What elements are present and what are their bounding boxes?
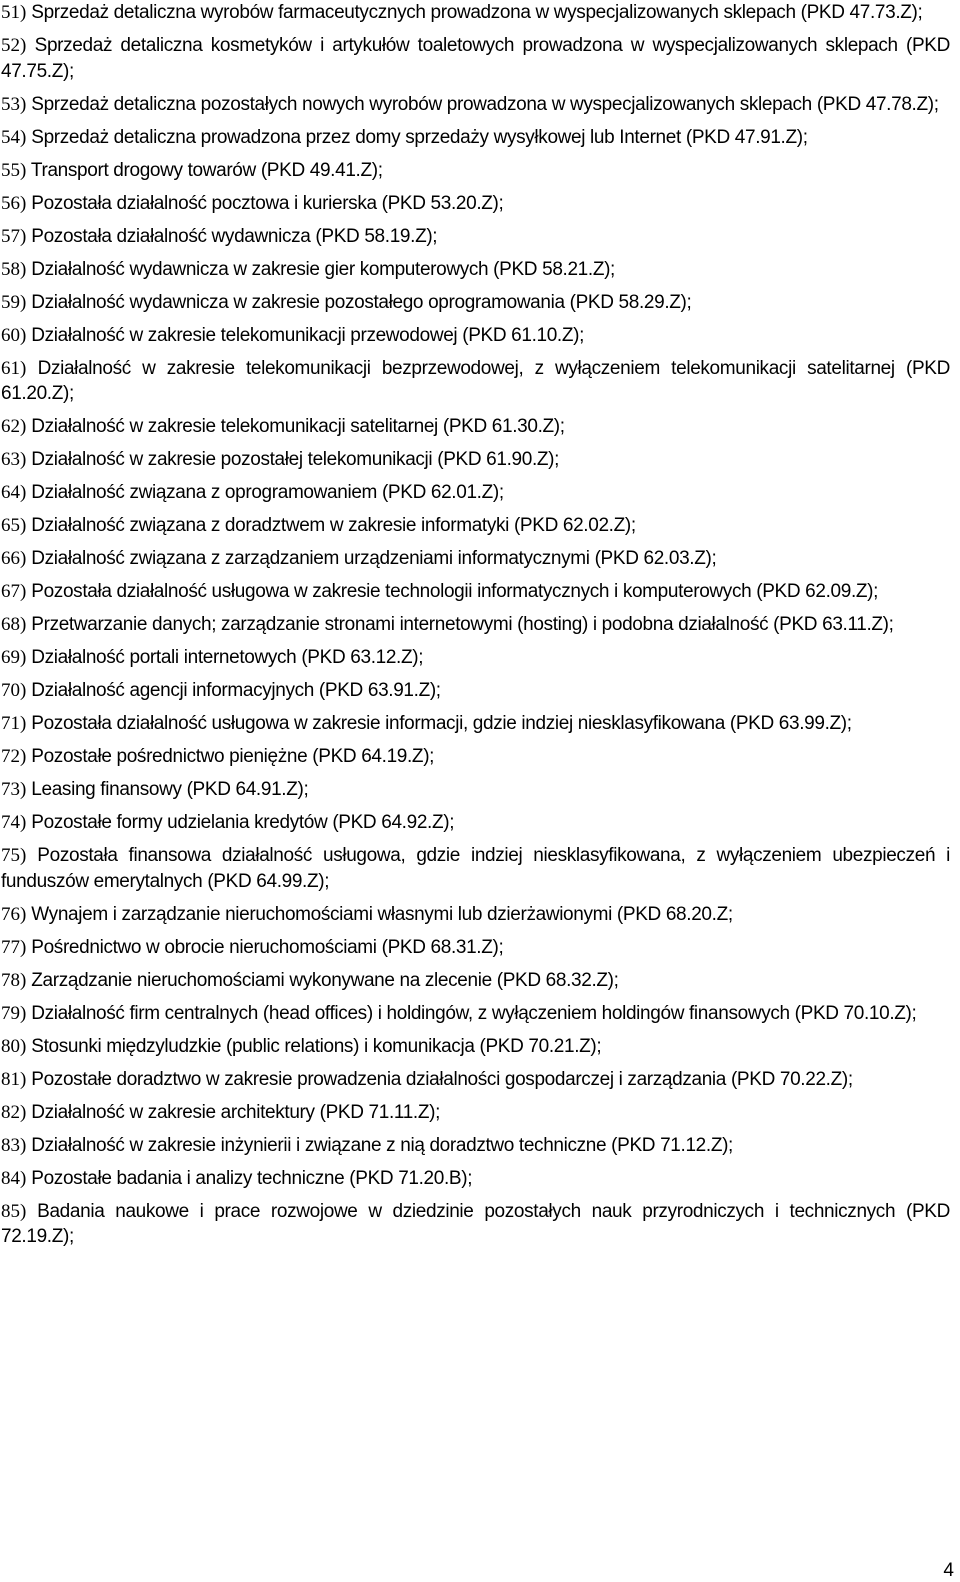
item-number: 52) [1, 35, 27, 56]
item-number: 73) [1, 779, 27, 800]
item-text: Działalność portali internetowych (PKD 63.12.Z); [31, 647, 424, 668]
item-text: Pozostałe badania i analizy techniczne (PKD 71.20.B); [31, 1167, 473, 1189]
item-text: Działalność w zakresie inżynierii i związane z nią doradztwo techniczne (PKD 71.12.Z); [31, 1134, 733, 1156]
item-number: 57) [1, 225, 27, 247]
item-text: Pozostała działalność pocztowa i kurierska (PKD 53.20.Z); [31, 192, 504, 214]
item-number: 68) [1, 614, 27, 635]
list-item [1, 257, 950, 283]
item-number: 51) [1, 2, 27, 23]
list-item [1, 645, 950, 671]
list-item [1, 843, 950, 894]
list-item [1, 480, 950, 506]
item-text: Działalność agencji informacyjnych (PKD 63.91.Z); [31, 680, 441, 701]
item-text: Stosunki międzyludzkie (public relations) i komunikacja (PKD 70.21.Z); [31, 1035, 602, 1057]
item-number: 70) [1, 680, 27, 701]
item-number: 85) [1, 1200, 27, 1222]
item-number: 62) [1, 416, 27, 437]
list-item [1, 546, 950, 572]
list-item [1, 92, 950, 118]
list-item [1, 158, 950, 184]
item-text: Działalność w zakresie telekomunikacji przewodowej (PKD 61.10.Z); [31, 324, 585, 346]
item-number: 72) [1, 746, 27, 767]
item-text: Pozostałe pośrednictwo pieniężne (PKD 64.19.Z); [31, 746, 435, 767]
list-item [1, 1199, 950, 1250]
item-number: 64) [1, 482, 27, 503]
item-number: 69) [1, 647, 27, 668]
item-number: 60) [1, 324, 27, 346]
item-text: Działalność wydawnicza w zakresie gier komputerowych (PKD 58.21.Z); [31, 258, 615, 280]
item-text: Sprzedaż detaliczna wyrobów farmaceutycznych prowadzona w wyspecjalizowanych sklepach (PKD 47.73.Z); [31, 2, 923, 23]
item-text: Transport drogowy towarów (PKD 49.41.Z); [30, 159, 383, 181]
item-text: Działalność w zakresie telekomunikacji bezprzewodowej, z wyłączeniem telekomunikacji satelitarnej (PKD 61.20.Z); [1, 357, 950, 404]
item-number: 58) [1, 258, 27, 280]
item-number: 74) [1, 812, 27, 833]
item-text: Leasing finansowy (PKD 64.91.Z); [31, 779, 309, 800]
list-item [1, 1067, 950, 1093]
list-item [1, 513, 950, 539]
list-item [1, 356, 950, 407]
item-text: Pozostała finansowa działalność usługowa, gdzie indziej niesklasyfikowana, z wyłączeniem ubezpieczeń i funduszów emerytalnych (PKD 64.99.Z); [1, 845, 950, 892]
item-text: Wynajem i zarządzanie nieruchomościami własnymi lub dzierżawionymi (PKD 68.20.Z; [31, 903, 733, 925]
list-item [1, 191, 950, 217]
item-text: Działalność związana z doradztwem w zakresie informatyki (PKD 62.02.Z); [31, 515, 636, 536]
item-number: 54) [1, 126, 27, 148]
item-number: 56) [1, 192, 27, 214]
item-text: Pośrednictwo w obrocie nieruchomościami (PKD 68.31.Z); [31, 936, 504, 958]
item-text: Pozostała działalność wydawnicza (PKD 58.19.Z); [31, 225, 438, 247]
item-text: Badania naukowe i prace rozwojowe w dziedzinie pozostałych nauk przyrodniczych i technicznych (PKD 72.19.Z); [1, 1200, 950, 1247]
item-text: Pozostała działalność usługowa w zakresie informacji, gdzie indziej niesklasyfikowana (PKD 63.99.Z); [31, 713, 852, 734]
item-text: Działalność firm centralnych (head offices) i holdingów, z wyłączeniem holdingów finansowych (PKD 70.10.Z); [31, 1002, 917, 1024]
item-text: Sprzedaż detaliczna pozostałych nowych wyrobów prowadzona w wyspecjalizowanych sklepach (PKD 47.78.Z); [31, 93, 939, 115]
item-text: Zarządzanie nieruchomościami wykonywane na zlecenie (PKD 68.32.Z); [31, 969, 619, 991]
list-item [1, 579, 950, 605]
list-item [1, 414, 950, 440]
list-item [1, 125, 950, 151]
item-number: 81) [1, 1068, 27, 1090]
item-number: 53) [1, 93, 27, 115]
item-text: Pozostała działalność usługowa w zakresie technologii informatycznych i komputerowych (PKD 62.09.Z); [31, 581, 879, 602]
list-item [1, 323, 950, 349]
item-number: 55) [1, 159, 27, 181]
list-item [1, 678, 950, 704]
list-item [1, 902, 950, 928]
item-number: 76) [1, 903, 27, 925]
page-number: 4 [943, 1560, 954, 1581]
item-text: Przetwarzanie danych; zarządzanie stronami internetowymi (hosting) i podobna działalność (PKD 63.11.Z); [31, 614, 894, 635]
item-text: Działalność wydawnicza w zakresie pozostałego oprogramowania (PKD 58.29.Z); [31, 291, 692, 313]
list-item [1, 1100, 950, 1126]
item-number: 66) [1, 548, 27, 569]
item-text: Pozostałe formy udzielania kredytów (PKD 64.92.Z); [31, 812, 455, 833]
item-text: Działalność w zakresie architektury (PKD 71.11.Z); [31, 1101, 441, 1123]
item-number: 65) [1, 515, 27, 536]
item-number: 82) [1, 1101, 27, 1123]
item-number: 61) [1, 357, 27, 379]
list-item [1, 968, 950, 994]
item-number: 63) [1, 449, 27, 470]
item-number: 78) [1, 969, 27, 991]
list-item [1, 744, 950, 770]
item-number: 75) [1, 845, 27, 866]
list-item [1, 612, 950, 638]
item-number: 59) [1, 291, 27, 313]
item-text: Działalność w zakresie pozostałej telekomunikacji (PKD 61.90.Z); [31, 449, 560, 470]
list-item [1, 1001, 950, 1027]
list-item [1, 0, 950, 26]
item-text: Działalność związana z oprogramowaniem (PKD 62.01.Z); [31, 482, 504, 503]
list-item [1, 711, 950, 737]
item-number: 77) [1, 936, 27, 958]
list-item [1, 1166, 950, 1192]
list-item [1, 1133, 950, 1159]
item-text: Działalność w zakresie telekomunikacji satelitarnej (PKD 61.30.Z); [31, 416, 565, 437]
item-text: Działalność związana z zarządzaniem urządzeniami informatycznymi (PKD 62.03.Z); [31, 548, 717, 569]
pkd-activity-list [1, 0, 950, 1250]
list-item [1, 33, 950, 84]
item-text: Sprzedaż detaliczna kosmetyków i artykułów toaletowych prowadzona w wyspecjalizowanych sklepach (PKD 47.75.Z); [1, 35, 951, 82]
item-number: 84) [1, 1167, 27, 1189]
item-number: 83) [1, 1134, 27, 1156]
list-item [1, 1034, 950, 1060]
list-item [1, 777, 950, 803]
item-text: Pozostałe doradztwo w zakresie prowadzenia działalności gospodarczej i zarządzania (PKD 70.22.Z); [31, 1068, 853, 1090]
item-text: Sprzedaż detaliczna prowadzona przez domy sprzedaży wysyłkowej lub Internet (PKD 47.91.Z); [31, 126, 808, 148]
item-number: 80) [1, 1035, 27, 1057]
list-item [1, 224, 950, 250]
list-item [1, 290, 950, 316]
list-item [1, 935, 950, 961]
item-number: 67) [1, 581, 27, 602]
item-number: 71) [1, 713, 27, 734]
list-item [1, 447, 950, 473]
item-number: 79) [1, 1002, 27, 1024]
list-item [1, 810, 950, 836]
